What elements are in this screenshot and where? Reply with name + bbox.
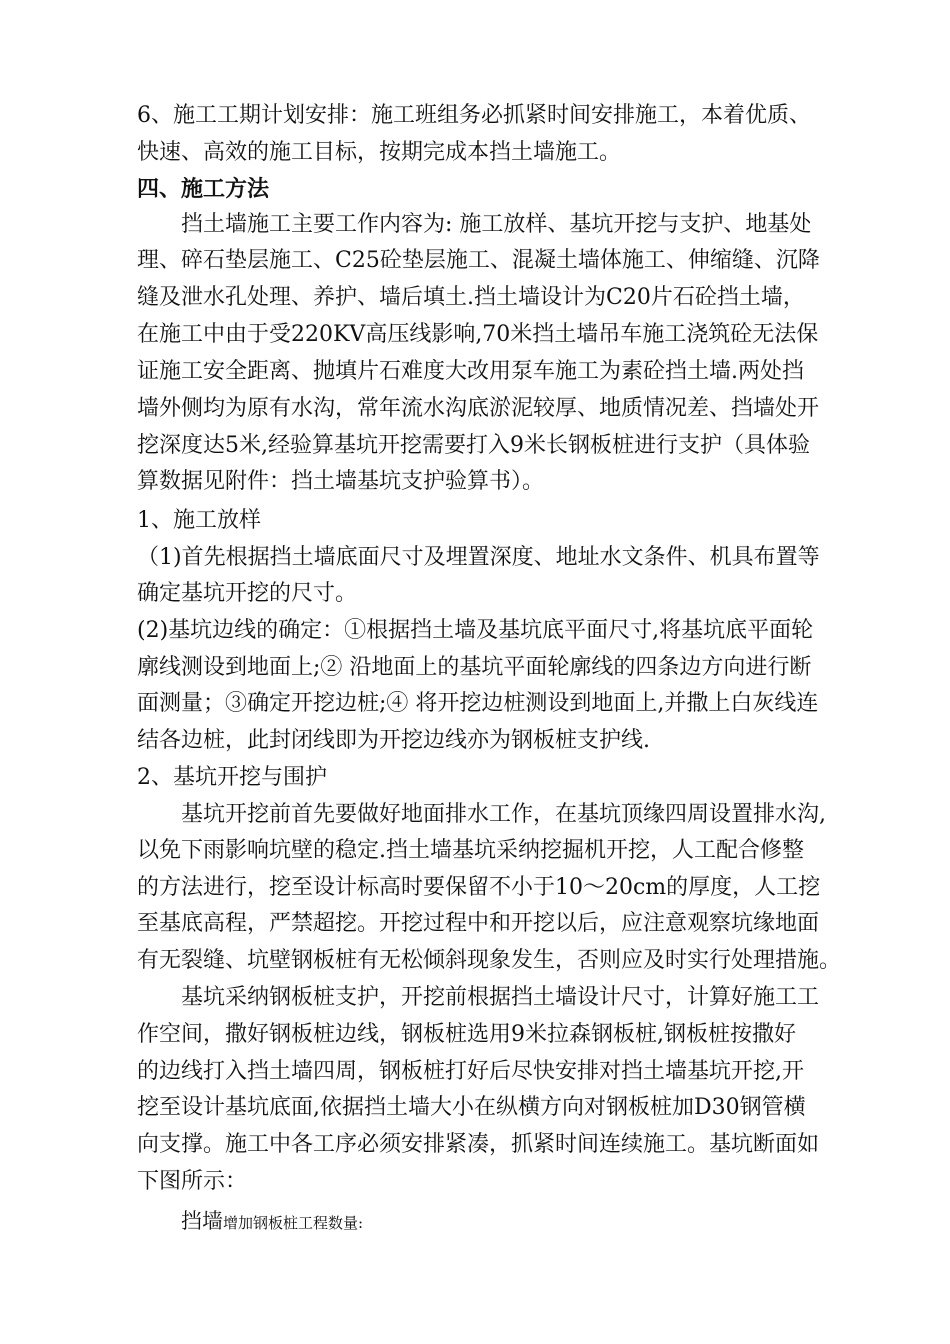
paragraph-line: 挡土墙施工主要工作内容为: 施工放样、基坑开挖与支护、地基处 [181,212,812,237]
quantity-note-text: 增加钢板桩工程数量: [223,1214,364,1232]
paragraph-line: 快速、高效的施工目标，按期完成本挡土墙施工。 [137,140,622,165]
paragraph-line: 基坑开挖前首先要做好地面排水工作，在基坑顶缘四周设置排水沟, [181,802,826,827]
quantity-note [181,1206,363,1238]
paragraph-line: 挖深度达5米,经验算基坑开挖需要打入9米长钢板桩进行支护（具体验 [137,433,810,458]
paragraph-line: 下图所示： [137,1169,248,1194]
paragraph-line: 至基底高程，严禁超挖。开挖过程中和开挖以后，应注意观察坑缘地面 [137,911,820,936]
paragraph-line: 在施工中由于受220KV高压线影响,70米挡土墙吊车施工浇筑砼无法保 [137,322,819,347]
paragraph-line: 6、施工工期计划安排：施工班组务必抓紧时间安排施工，本着优质、 [137,103,811,128]
paragraph-line: 以免下雨影响坑壁的稳定.挡土墙基坑采纳挖掘机开挖，人工配合修整 [137,838,804,863]
paragraph-line: 挖至设计基坑底面,依据挡土墙大小在纵横方向对钢板桩加D30钢管横 [137,1095,806,1120]
subsection-heading: 1、施工放样 [137,508,261,533]
paragraph-line: (2)基坑边线的确定：①根据挡土墙及基坑底平面尺寸,将基坑底平面轮 [137,618,814,643]
paragraph-line: 缝及泄水孔处理、养护、墙后填土.挡土墙设计为C20片石砼挡土墙， [137,285,805,310]
section-heading: 四、施工方法 [137,176,270,202]
paragraph-line: （1)首先根据挡土墙底面尺寸及埋置深度、地址水文条件、机具布置等 [137,545,820,570]
paragraph-line: 基坑采纳钢板桩支护，开挖前根据挡土墙设计尺寸，计算好施工工 [181,985,820,1010]
paragraph-line: 确定基坑开挖的尺寸。 [137,581,358,606]
paragraph-line: 算数据见附件：挡土墙基坑支护验算书）。 [137,469,545,494]
paragraph-line: 面测量；③确定开挖边桩;④ 将开挖边桩测设到地面上,并撒上白灰线连 [137,691,819,716]
quantity-note-prefix: 挡墙 [181,1209,223,1233]
paragraph-line: 廓线测设到地面上;② 沿地面上的基坑平面轮廓线的四条边方向进行断 [137,655,812,680]
paragraph-line: 有无裂缝、坑壁钢板桩有无松倾斜现象发生，否则应及时实行处理措施。 [137,948,842,973]
paragraph-line: 作空间，撒好钢板桩边线，钢板桩选用9米拉森钢板桩,钢板桩按撒好 [137,1022,796,1047]
paragraph-line: 的方法进行，挖至设计标高时要保留不小于10～20cm的厚度，人工挖 [137,875,821,900]
paragraph-line: 向支撑。施工中各工序必须安排紧凑，抓紧时间连续施工。基坑断面如 [137,1132,820,1157]
subsection-heading: 2、基坑开挖与围护 [137,765,327,790]
paragraph-line: 证施工安全距离、抛填片石难度大改用泵车施工为素砼挡土墙.两处挡 [137,359,804,384]
paragraph-line: 理、碎石垫层施工、C25砼垫层施工、混凝土墙体施工、伸缩缝、沉降 [137,248,820,273]
paragraph-line: 墙外侧均为原有水沟，常年流水沟底淤泥较厚、地质情况差、挡墙处开 [137,396,820,421]
paragraph-line: 的边线打入挡土墙四周，钢板桩打好后尽快安排对挡土墙基坑开挖,开 [137,1059,804,1084]
paragraph-line: 结各边桩，此封闭线即为开挖边线亦为钢板桩支护线. [137,728,650,753]
